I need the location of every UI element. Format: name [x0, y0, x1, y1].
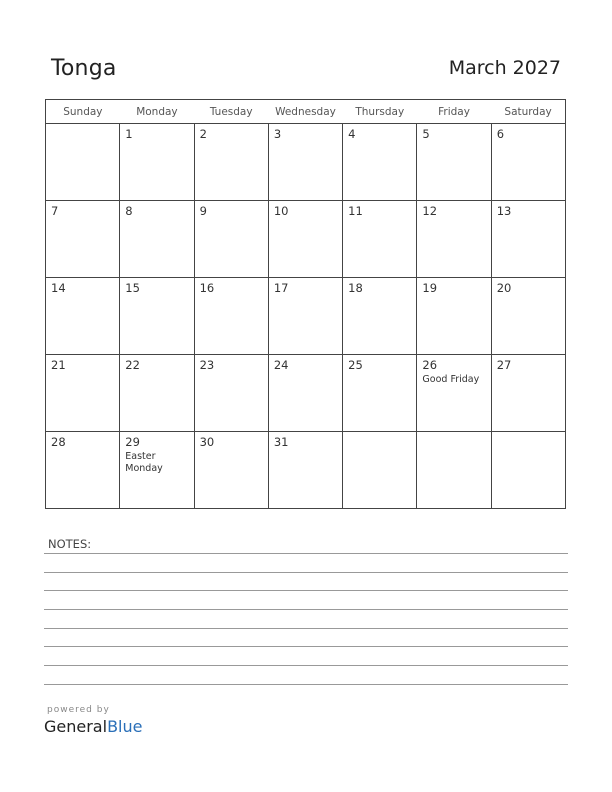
- day-number: 31: [273, 435, 289, 449]
- notes-line: [44, 572, 568, 573]
- day-cell: [194, 278, 268, 355]
- day-cell: [120, 278, 194, 355]
- notes-line: [44, 665, 568, 666]
- day-number: 3: [273, 127, 282, 141]
- day-number: 8: [125, 204, 133, 218]
- day-number: 19: [422, 281, 438, 295]
- day-cell: [194, 124, 268, 201]
- day-number: 29: [125, 435, 140, 449]
- day-number: 30: [199, 435, 215, 449]
- day-cell: [268, 278, 342, 355]
- day-cell: [343, 201, 417, 278]
- day-cell: [194, 432, 268, 509]
- day-cell: [343, 278, 417, 355]
- notes-line: [44, 628, 568, 629]
- day-number: 6: [496, 127, 505, 141]
- day-number: 1: [125, 127, 133, 141]
- weekday-header-row: [46, 100, 566, 124]
- empty-day-cell: [343, 432, 417, 509]
- day-cell: [194, 201, 268, 278]
- holiday-label: Good Friday: [422, 374, 480, 385]
- day-number: 25: [348, 358, 363, 372]
- empty-day-cell: [46, 124, 120, 201]
- day-cell: [46, 432, 120, 509]
- week-row: [46, 278, 566, 355]
- day-number: 11: [348, 204, 363, 218]
- day-number: 16: [199, 281, 215, 295]
- day-number: 15: [125, 281, 140, 295]
- day-number: 13: [496, 204, 512, 218]
- logo-blue: Blue: [107, 717, 143, 736]
- day-cell: [417, 201, 491, 278]
- notes-line: [44, 684, 568, 685]
- day-number: 26: [422, 358, 438, 372]
- day-number: 24: [273, 358, 289, 372]
- day-number: 28: [51, 435, 66, 449]
- notes-line: [44, 646, 568, 647]
- day-cell: [46, 355, 120, 432]
- day-number: 20: [496, 281, 512, 295]
- day-cell: [268, 124, 342, 201]
- day-cell: [417, 278, 491, 355]
- day-number: 14: [51, 281, 66, 295]
- day-cell: [491, 278, 565, 355]
- day-number: 17: [273, 281, 289, 295]
- notes-line: [44, 553, 568, 554]
- week-row: [46, 201, 566, 278]
- empty-day-cell: [417, 432, 491, 509]
- day-number: 4: [348, 127, 356, 141]
- day-number: 7: [51, 204, 59, 218]
- week-row: [46, 355, 566, 432]
- day-number: 18: [348, 281, 363, 295]
- weekday-sunday: Sunday: [46, 100, 120, 124]
- day-cell: [120, 355, 194, 432]
- day-cell: [46, 278, 120, 355]
- day-cell: [268, 201, 342, 278]
- week-row: [46, 124, 566, 201]
- weekday-saturday: Saturday: [491, 100, 565, 124]
- empty-day-cell: [491, 432, 565, 509]
- day-cell: [120, 432, 194, 509]
- day-cell: [491, 201, 565, 278]
- logo-general: General: [44, 717, 108, 736]
- day-number: 23: [199, 358, 215, 372]
- day-cell: [343, 355, 417, 432]
- weekday-friday: Friday: [417, 100, 491, 124]
- notes-line: [44, 590, 568, 591]
- day-number: 2: [199, 127, 207, 141]
- weekday-thursday: Thursday: [343, 100, 417, 124]
- week-row: [46, 432, 566, 509]
- country-title: Tonga: [51, 56, 117, 81]
- powered-by-text: powered by: [47, 705, 110, 715]
- day-number: 27: [496, 358, 512, 372]
- day-number: 21: [51, 358, 66, 372]
- day-number: 12: [422, 204, 438, 218]
- notes-line: [44, 609, 568, 610]
- day-cell: [46, 201, 120, 278]
- weekday-wednesday: Wednesday: [268, 100, 342, 124]
- day-cell: [343, 124, 417, 201]
- day-cell: [194, 355, 268, 432]
- day-cell: [268, 355, 342, 432]
- month-title: March 2027: [448, 57, 561, 79]
- day-cell: [491, 124, 565, 201]
- day-cell: [268, 432, 342, 509]
- day-cell: [491, 355, 565, 432]
- day-number: 22: [125, 358, 140, 372]
- day-number: 9: [199, 204, 207, 218]
- weekday-monday: Monday: [120, 100, 194, 124]
- weekday-tuesday: Tuesday: [194, 100, 268, 124]
- day-number: 5: [422, 127, 430, 141]
- day-cell: [417, 124, 491, 201]
- day-cell: [417, 355, 491, 432]
- day-number: 10: [273, 204, 289, 218]
- holiday-label: Easter Monday: [125, 451, 163, 474]
- day-cell: [120, 201, 194, 278]
- generalblue-logo: [44, 717, 142, 736]
- day-cell: [120, 124, 194, 201]
- calendar-grid: [45, 99, 566, 509]
- notes-label: NOTES:: [48, 537, 92, 551]
